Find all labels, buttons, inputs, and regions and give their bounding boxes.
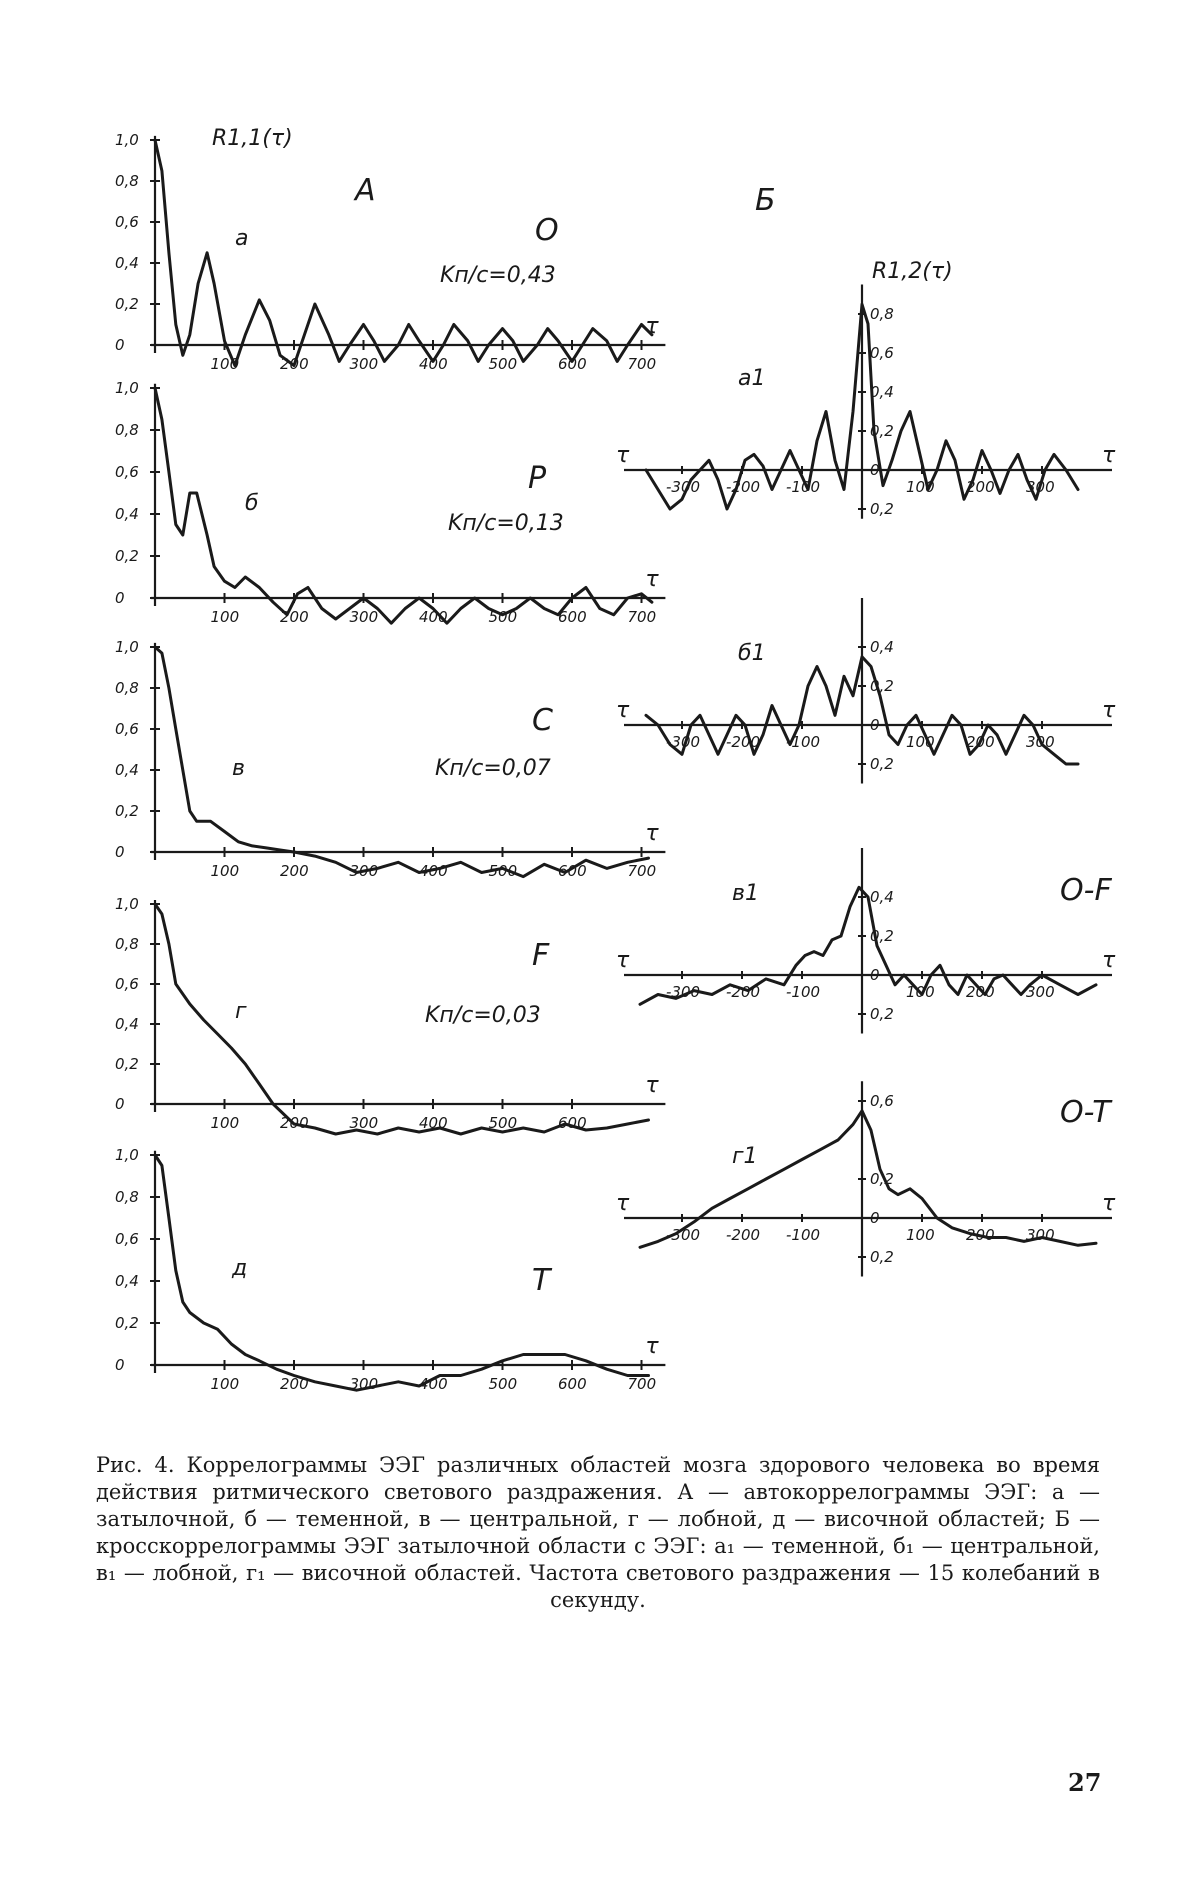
series-line	[155, 904, 649, 1134]
y-tick-label: 1,0	[115, 131, 139, 149]
region-label: C	[532, 703, 553, 738]
y-tick-label: 0,4	[115, 1272, 139, 1290]
x-tick-label: 700	[627, 355, 657, 373]
y-tick-label: 0,2	[870, 677, 894, 695]
x-tick-label: 400	[419, 1114, 448, 1132]
x-tick-label: 400	[419, 862, 448, 880]
series-line	[155, 647, 649, 877]
y-tick-label: 0,6	[115, 720, 139, 738]
panel-letter: в	[232, 756, 245, 781]
y-tick-label: 0	[870, 966, 880, 984]
tau-label: τ	[645, 1334, 659, 1359]
x-tick-label: 300	[349, 862, 379, 880]
x-tick-label: -100	[786, 733, 821, 751]
x-tick-label: 300	[1026, 733, 1055, 751]
x-tick-label: 200	[280, 1114, 309, 1132]
x-tick-label: 500	[488, 862, 518, 880]
x-tick-label: 200	[966, 733, 995, 751]
panel-letter: б	[245, 491, 259, 516]
x-tick-label: 600	[558, 862, 587, 880]
y-tick-label: 0,2	[115, 1314, 139, 1332]
panel-letter: в1	[732, 881, 759, 906]
x-tick-label: -300	[666, 1226, 701, 1244]
y-axis-label-a: R1,1(τ)	[212, 126, 293, 151]
y-tick-label: 0,2	[115, 547, 139, 565]
y-tick-label: 0,4	[870, 383, 894, 401]
y-tick-label: 0,6	[115, 463, 139, 481]
x-tick-label: -200	[726, 1226, 761, 1244]
tau-label: τ	[645, 567, 659, 592]
x-tick-label: 100	[210, 608, 240, 626]
region-label: O-F	[1060, 873, 1112, 908]
x-tick-label: 400	[419, 1375, 448, 1393]
y-tick-label: 0	[115, 589, 125, 607]
y-tick-label: 0,2	[870, 500, 894, 518]
y-tick-label: 0,2	[870, 1170, 894, 1188]
figure-caption: Рис. 4. Коррелограммы ЭЭГ различных областей мозга здорового человека во время действия ритмического светового раздражения. А — автокоррелограммы ЭЭГ: а — затылочной, б — теменной, в — центральной, г — лобной, д — височной областей; Б — кросскоррелограммы ЭЭГ затылочной области с ЭЭГ: а₁ — теменной, б₁ — центральной, в₁ — лобной, г₁ — височной областей. Частота светового раздражения — 15 колебаний в секунду.	[96, 1453, 1100, 1612]
x-tick-label: 200	[280, 608, 309, 626]
y-tick-label: 0,2	[115, 1055, 139, 1073]
x-tick-label: 200	[966, 478, 995, 496]
tau-label-left: τ	[616, 948, 630, 973]
y-tick-label: 1,0	[115, 379, 139, 397]
y-tick-label: 0,6	[115, 213, 139, 231]
tau-label-right: τ	[1102, 948, 1116, 973]
y-tick-label: 0,2	[870, 927, 894, 945]
x-tick-label: 100	[210, 1114, 240, 1132]
y-tick-label: 0,4	[115, 254, 139, 272]
x-tick-label: 100	[906, 983, 935, 1001]
x-tick-label: 700	[627, 1375, 657, 1393]
x-tick-label: 200	[966, 1226, 995, 1244]
tau-label: τ	[645, 1073, 659, 1098]
y-tick-label: 0,2	[870, 1005, 894, 1023]
x-tick-label: -200	[726, 983, 761, 1001]
y-tick-label: 0,4	[115, 761, 139, 779]
x-tick-label: 300	[1026, 983, 1055, 1001]
y-tick-label: 0	[115, 1356, 125, 1374]
x-tick-label: 600	[558, 1114, 587, 1132]
x-tick-label: 300	[349, 1114, 379, 1132]
x-tick-label: 300	[1026, 478, 1055, 496]
x-tick-label: 500	[488, 1114, 518, 1132]
region-label: O-T	[1060, 1095, 1111, 1130]
region-label: T	[532, 1263, 551, 1298]
panel-letter: г	[235, 999, 247, 1024]
tau-label: τ	[645, 314, 659, 339]
x-tick-label: 200	[966, 983, 995, 1001]
x-tick-label: 100	[210, 862, 240, 880]
tau-label-right: τ	[1102, 1191, 1116, 1216]
y-tick-label: 0,8	[115, 1188, 139, 1206]
y-tick-label: 0,6	[870, 344, 894, 362]
tau-label-right: τ	[1102, 443, 1116, 468]
x-tick-label: 300	[1026, 1226, 1055, 1244]
y-tick-label: 0,8	[115, 935, 139, 953]
y-axis-label-b: R1,2(τ)	[872, 259, 953, 284]
x-tick-label: 200	[280, 355, 309, 373]
region-label: P	[528, 461, 547, 496]
y-tick-label: 0,8	[115, 172, 139, 190]
page-number: 27	[1068, 1768, 1102, 1797]
x-tick-label: 100	[906, 1226, 935, 1244]
chart-panel-3	[115, 638, 665, 880]
panel-letter: б1	[738, 641, 766, 666]
chart-panel-6	[616, 285, 1116, 519]
tau-label-right: τ	[1102, 698, 1116, 723]
y-tick-label: 0,8	[115, 679, 139, 697]
section-b-label: Б	[755, 183, 776, 218]
series-line	[155, 388, 652, 623]
y-tick-label: 0,4	[115, 1015, 139, 1033]
panel-letter: a	[235, 226, 249, 251]
x-tick-label: 600	[558, 608, 587, 626]
y-tick-label: 0	[115, 1095, 125, 1113]
x-tick-label: 100	[210, 1375, 240, 1393]
y-tick-label: 0,2	[870, 755, 894, 773]
x-tick-label: 100	[906, 733, 935, 751]
y-tick-label: 0,4	[870, 638, 894, 656]
k-ratio-label: Kп/с=0,13	[448, 511, 564, 536]
y-tick-label: 1,0	[115, 1146, 139, 1164]
section-a-label: А	[355, 173, 376, 208]
y-tick-label: 0,2	[115, 295, 139, 313]
k-ratio-label: Kп/с=0,43	[440, 263, 556, 288]
chart-panel-1	[115, 131, 665, 373]
tau-label-left: τ	[616, 698, 630, 723]
y-tick-label: 0,4	[870, 888, 894, 906]
x-tick-label: -100	[786, 983, 821, 1001]
y-tick-label: 0,2	[870, 422, 894, 440]
chart-panel-5	[115, 1146, 665, 1393]
tau-label: τ	[645, 821, 659, 846]
y-tick-label: 0,6	[115, 1230, 139, 1248]
x-tick-label: 300	[349, 355, 379, 373]
chart-panel-8	[616, 848, 1116, 1034]
x-tick-label: 300	[349, 608, 379, 626]
y-tick-label: 0,2	[870, 1248, 894, 1266]
x-tick-label: -100	[786, 1226, 821, 1244]
x-tick-label: 100	[906, 478, 935, 496]
x-tick-label: 500	[488, 355, 518, 373]
k-ratio-label: Kп/с=0,03	[425, 1003, 541, 1028]
x-tick-label: -200	[726, 478, 761, 496]
x-tick-label: 200	[280, 862, 309, 880]
y-tick-label: 1,0	[115, 895, 139, 913]
chart-panel-4	[115, 895, 665, 1134]
y-tick-label: 0,2	[115, 802, 139, 820]
y-tick-label: 0,6	[115, 975, 139, 993]
x-tick-label: 600	[558, 355, 587, 373]
y-tick-label: 0	[870, 716, 880, 734]
tau-label-left: τ	[616, 443, 630, 468]
x-tick-label: 400	[419, 355, 448, 373]
x-tick-label: 500	[488, 608, 518, 626]
series-line	[640, 887, 1096, 1004]
x-tick-label: 600	[558, 1375, 587, 1393]
y-tick-label: 0,6	[870, 1092, 894, 1110]
k-ratio-label: Kп/с=0,07	[435, 756, 551, 781]
x-tick-label: -300	[666, 478, 701, 496]
series-line	[155, 140, 652, 366]
y-tick-label: 0	[870, 461, 880, 479]
panel-letter: a1	[738, 366, 766, 391]
x-tick-label: 700	[627, 862, 657, 880]
y-tick-label: 0,8	[870, 305, 894, 323]
y-tick-label: 0	[115, 843, 125, 861]
x-tick-label: -100	[786, 478, 821, 496]
region-label: O	[535, 213, 559, 248]
x-tick-label: -200	[726, 733, 761, 751]
x-tick-label: 300	[349, 1375, 379, 1393]
chart-panel-7	[616, 598, 1116, 784]
x-tick-label: 400	[419, 608, 448, 626]
tau-label-left: τ	[616, 1191, 630, 1216]
x-tick-label: 200	[280, 1375, 309, 1393]
y-tick-label: 0	[870, 1209, 880, 1227]
y-tick-label: 1,0	[115, 638, 139, 656]
x-tick-label: 100	[210, 355, 240, 373]
x-tick-label: 700	[627, 608, 657, 626]
chart-panel-2	[115, 379, 665, 626]
y-tick-label: 0	[115, 336, 125, 354]
series-line	[155, 1155, 649, 1390]
y-tick-label: 0,8	[115, 421, 139, 439]
panel-letter: д	[232, 1256, 248, 1281]
panel-letter: г1	[732, 1144, 758, 1169]
region-label: F	[532, 938, 550, 973]
x-tick-label: -300	[666, 983, 701, 1001]
y-tick-label: 0,4	[115, 505, 139, 523]
x-tick-label: -300	[666, 733, 701, 751]
x-tick-label: 500	[488, 1375, 518, 1393]
chart-panel-9	[616, 1081, 1116, 1276]
